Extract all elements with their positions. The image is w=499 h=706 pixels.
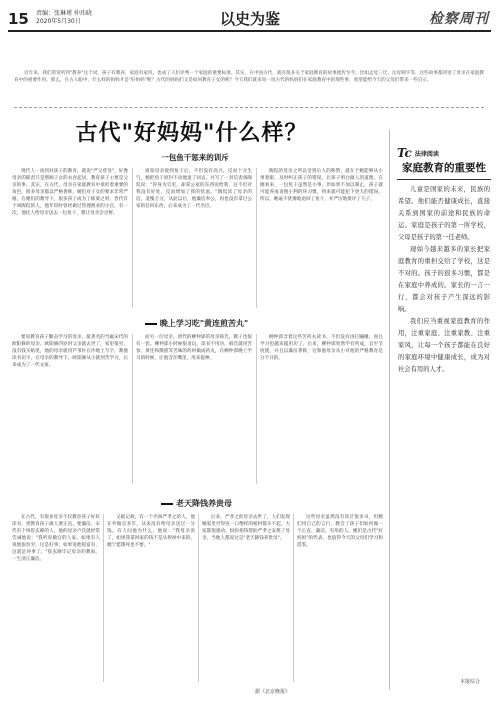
column-divider	[293, 514, 294, 682]
section-3-heading: 老天降钱养贵母	[10, 498, 383, 509]
brand-logo: 检察周刊	[429, 11, 489, 27]
section-3-column-1: 在古代，有很多母亲不仅教育孩子好好读书，更教育孩子做人要正直、要廉洁。宋代有个叫崔玄暐的人，他的母亲卢氏就经常告诫他说："我听说做官的人家，如果有人说他很贫穷，这是好事；如果说他很富有，这就是坏事了。"崔玄暐牢记母亲的教诲，一生清正廉洁。	[12, 515, 100, 562]
column-divider	[132, 168, 133, 308]
section-1-heading: 一包鱼干惩来的训斥	[161, 153, 229, 162]
sidebar-paragraph: 我们应当重视家庭教育的作用，注重家庭、注重家教、注重家风，让每一个孩子都能在良好的家庭环境中健康成长，成为对社会有用的人才。	[398, 318, 490, 373]
headline: 古代"好妈妈"什么样？	[75, 120, 308, 146]
sidebar-body	[398, 184, 490, 672]
sidebar-label: Tc 法律阅读	[397, 146, 439, 160]
date-line: 2020年5月30日	[36, 18, 81, 25]
sidebar-title: 家庭教育的重要性	[397, 160, 491, 180]
article-byline: 据《北京晚报》	[255, 689, 291, 695]
column-divider	[256, 334, 257, 484]
heading-bar	[161, 503, 173, 505]
sidebar-credit: 本报综合	[460, 679, 481, 685]
section-1-column-3: 陶侃的母亲之所以受到后人的称赞，就在于她能够从小事着眼，及时纠正孩子的错误，让孩子明白做人的道理。在她看来，一包鱼干虽然是小事，但如果不加以制止，孩子就可能养成贪图小利的坏习惯，将来就可能犯下更大的错误。所以，她毫不犹豫地退回了鱼干，并严厉地批评了儿子。	[260, 169, 383, 202]
column-divider	[256, 168, 257, 308]
header-meta	[36, 10, 92, 26]
section-3-column-3: 后来，严孝之的母亲去世了，人们发现她家里穷得连一口像样的棺材都买不起，大家都很感动，纷纷捐钱帮助严孝之安葬了母亲，当地人都说这是"老天降钱养贵母"。	[202, 515, 290, 541]
editor-line: 责编：张琳瑾 仲玮晓	[36, 10, 92, 17]
sidebar-divider	[389, 130, 390, 690]
heading-bar	[145, 323, 157, 325]
column-divider	[198, 514, 199, 682]
section-2-column-1: 要说教育孩子勤奋学习的母亲，最著名的当属宋代的欧阳修的母亲。欧阳修四岁时父亲就去世了，家里很穷，没有钱买纸笔，他的母亲就用芦苇秆在沙地上写字，教他读书识字。在母亲的教导下，欧阳修从小就刻苦学习，后来成为了一代文豪。	[12, 335, 128, 368]
section-2-column-3: 柳仲郢含着这些苦药丸读书，不但没有再打瞌睡，而且学习也越来越用功了。后来，柳仲郢果然学有所成，官至节度使，并且以廉洁著称，这和他母亲从小对他的严格教育是分不开的。	[260, 335, 383, 361]
section-2-column-2: 而另一位母亲，唐代的柳仲郢的母亲韩氏，教子也很有一套。柳仲郢小时候很贪玩，读书不用功，韩氏就用苦参、黄连和熊胆等苦味的药材做成药丸，在柳仲郢晚上学习的时候，让他含在嘴里，用来提神。	[136, 335, 252, 361]
page-number: 15	[8, 10, 29, 28]
intro-paragraph: 近年来，我们常常听到"教养"这个词，孩子有教养，家庭有家风，也成了人们评判一个家庭的重要标准。其实，在中国古代，就有很多关于家庭教育的故事流传至今，比如孟母三迁、岳母刺字等，这些故事都讲述了母亲在家庭教育中的重要作用。那么，在古人眼中，什么样的妈妈才是"好妈妈"呢？古代的妈妈们又是如何教育子女的呢？今天我们就来说一说古代的妈妈们在家庭教育中的那些事，希望能给今天的父母们带来一些启示。	[14, 70, 484, 108]
sidebar-paragraph: 儿童是国家的未来，民族的希望。他们能否健康成长，直接关系到国家的前途和民族的命运。家庭是孩子的第一所学校，父母是孩子的第一任老师。	[398, 186, 490, 241]
column-title: 以史为鉴	[220, 10, 281, 28]
column-divider	[103, 514, 104, 682]
page-header	[0, 0, 499, 38]
column-divider	[132, 334, 133, 484]
section-1-column-1: 现代人一谈到对孩子的教育，就说"严父慈母"，好像母亲的职责只是照顾子女的衣食起居，教育孩子主要是父亲的事。其实，在古代，母亲在家庭教育中承担着重要的角色，很多母亲都以严格著称，她们对子女的要求非常严格，在她们的教导下，很多孩子成为了栋梁之材。晋代有个叫陶侃的人，他年轻时曾经做过管理渔业的小官，有一次，他托人给母亲送去一包鱼干，想让母亲尝尝鲜。	[12, 169, 128, 216]
section-2-heading: 晚上学习吃"黄连煎苦丸"	[10, 318, 383, 329]
section-3-column-2: 又据记载，有一个名叫严孝之的人，他在外做官多年，从来没有给母亲送过一分钱。有人问他为什么，他说："我母亲说了，如果我拿回家的钱不是从俸禄中来的，她宁愿饿死也不要。"	[107, 515, 195, 548]
section-3-column-4: 这些母亲虽然没有读过很多书，但她们用自己的言行，教会了孩子们如何做一个正直、廉洁、有用的人。她们是古代"好妈妈"的代表，也值得今天的父母们学习和借鉴。	[297, 515, 383, 548]
column-logo-icon: Tc	[397, 146, 412, 160]
header-divider	[8, 30, 491, 32]
section-1-column-2: 谁知母亲收到鱼干后，不但没有高兴，反而十分生气，她把鱼干原封不动地退了回去，并写了一封信责备陶侃说："你身为官吏，却拿公家的东西送给我，这不但对我没有好处，反而增加了我的忧虑。"陶侃读了母亲的信，羞愧万分，从此以后，他廉洁奉公，再也没有拿过公家的任何东西，后来成为了一代名臣。	[136, 169, 252, 209]
sidebar-paragraph: 现如今越来越多的家长把家庭教育的重担交给了学校，这是不对的。孩子的很多习惯，都是在家庭中养成的。家长的一言一行，都会对孩子产生深远的影响。	[398, 246, 490, 313]
